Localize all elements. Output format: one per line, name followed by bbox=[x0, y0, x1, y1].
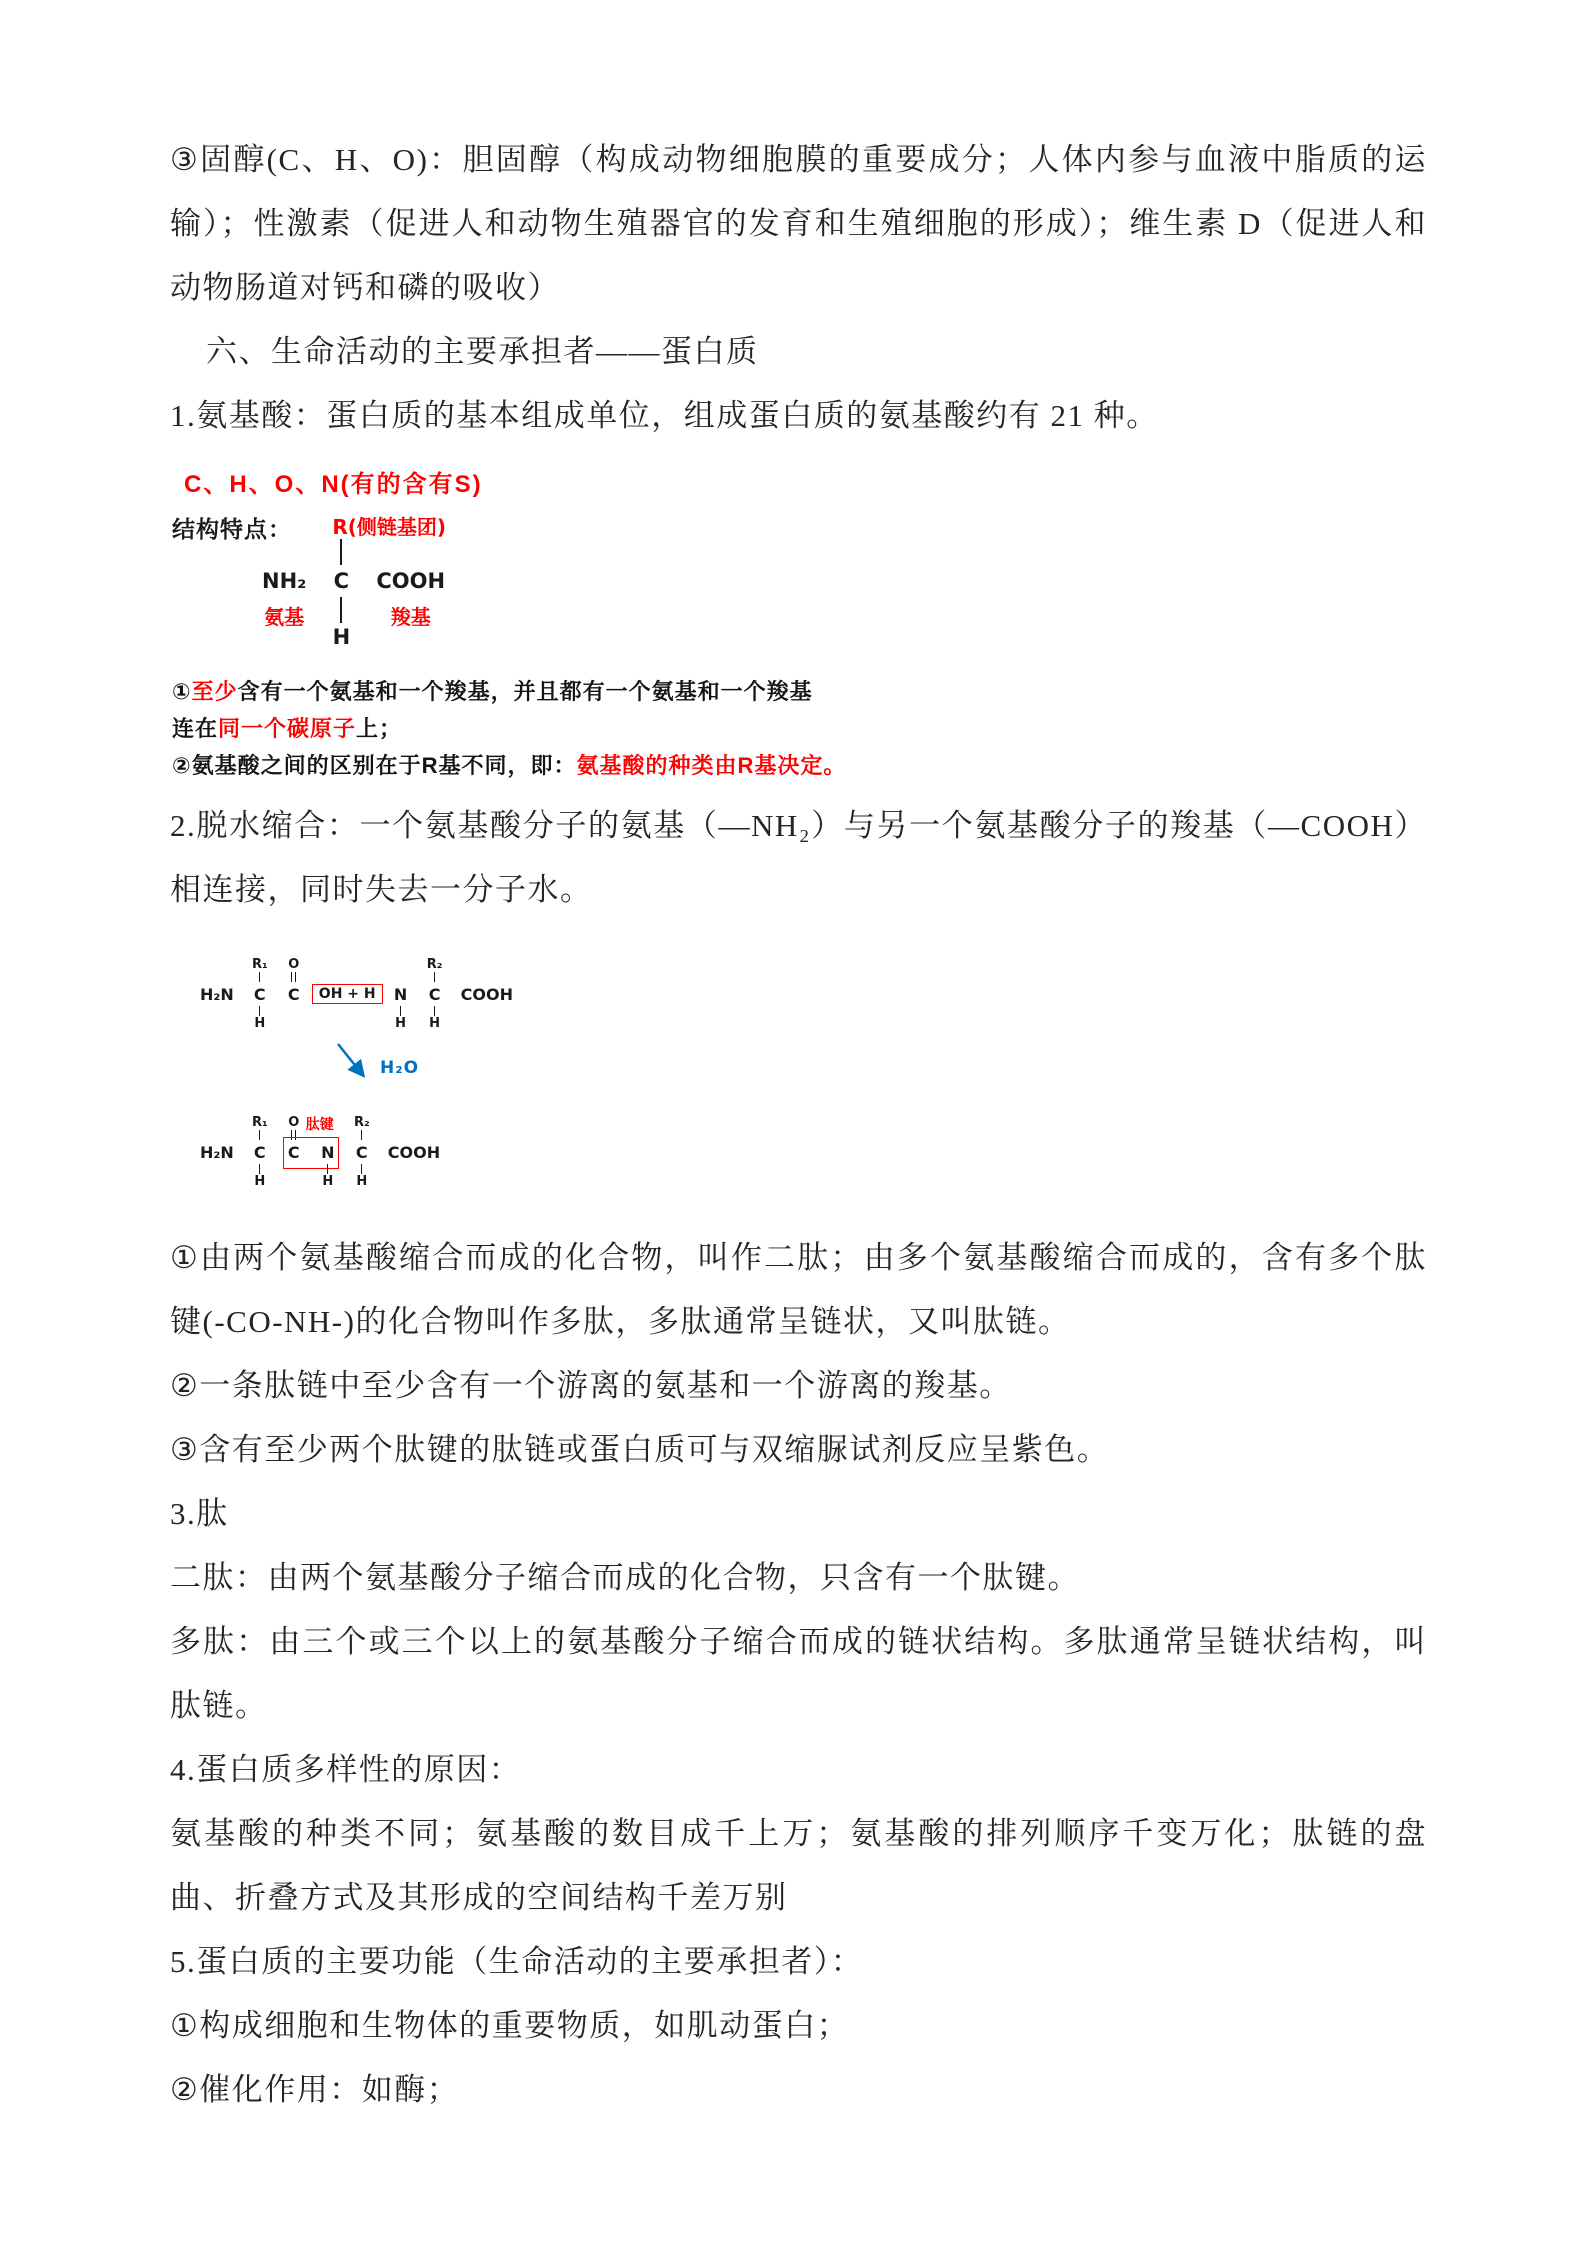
reactant-molecules bbox=[200, 942, 513, 1046]
section-heading-protein: 六、生命活动的主要承担者——蛋白质 bbox=[206, 334, 759, 369]
bond-line bbox=[340, 597, 342, 623]
structure-note-2 bbox=[172, 710, 1427, 747]
carbon-column bbox=[427, 942, 443, 1046]
hydrogen-atom: H bbox=[254, 1016, 266, 1031]
amino-group-column bbox=[200, 1100, 234, 1204]
hydrogen-atom: H bbox=[322, 1174, 334, 1189]
bond bbox=[336, 1100, 354, 1204]
paragraph-polypeptide-definition: 多肽：由三个或三个以上的氨基酸分子缩合而成的链状结构。多肽通常呈链状结构，叫肽链。 bbox=[170, 1624, 1427, 1723]
paragraph-free-groups-point: ②一条肽链中至少含有一个游离的氨基和一个游离的羧基。 bbox=[170, 1368, 1012, 1403]
water-molecule-label: H₂O bbox=[380, 1058, 420, 1078]
r-side-chain-label: R(侧链基团) bbox=[332, 515, 447, 539]
amino-group-column bbox=[200, 942, 234, 1046]
structure-notes bbox=[172, 673, 1427, 784]
hydrogen-atom: H bbox=[356, 1174, 368, 1189]
paragraph-biuret-point: ③含有至少两个肽键的肽链或蛋白质可与双缩脲试剂反应呈紫色。 bbox=[170, 1432, 1110, 1467]
bond bbox=[409, 942, 427, 1046]
paragraph-dehydration: 2.脱水缩合：一个氨基酸分子的氨基（—NH₂）与另一个氨基酸分子的羧基（—COOH）相连接，同时失去一分子水。 bbox=[170, 808, 1427, 907]
paragraph-amino-acid: 1.氨基酸：蛋白质的基本组成单位，组成蛋白质的氨基酸约有 21 种。 bbox=[170, 398, 1159, 433]
note-highlight: 至少 bbox=[191, 679, 238, 704]
oxygen-atom: O bbox=[288, 957, 300, 972]
bond bbox=[234, 942, 252, 1046]
amino-group-label: 氨基 bbox=[264, 605, 305, 629]
bond-line bbox=[340, 539, 342, 565]
bond bbox=[352, 507, 376, 663]
structure-feature-label: 结构特点： bbox=[172, 516, 292, 542]
carbon-column bbox=[252, 942, 268, 1046]
paragraph-dipeptide-definition: 二肽：由两个氨基酸分子缩合而成的化合物，只含有一个肽键。 bbox=[170, 1560, 1080, 1595]
carbonyl-carbon-column bbox=[286, 1100, 302, 1204]
dehydration-condensation-figure bbox=[200, 942, 1427, 1214]
carbon-column bbox=[252, 1100, 268, 1204]
hydrogen-atom: H bbox=[332, 625, 351, 649]
carboxyl-group-column bbox=[388, 1100, 440, 1204]
bond-line bbox=[400, 1006, 401, 1016]
amino-group-formula: NH₂ bbox=[262, 569, 307, 593]
hydrogen-atom: H bbox=[429, 1016, 441, 1031]
bond bbox=[443, 942, 461, 1046]
bond-line bbox=[327, 1164, 328, 1174]
amino-group-formula: H₂N bbox=[200, 984, 234, 1004]
note-highlight: 同一个碳原子 bbox=[218, 716, 357, 741]
bond-line bbox=[259, 1164, 260, 1174]
leaving-group-column bbox=[312, 942, 383, 1046]
bond-line bbox=[434, 1006, 435, 1016]
bond bbox=[383, 942, 393, 1046]
alpha-carbon-atom: C bbox=[333, 569, 350, 593]
note-text: 连在 bbox=[172, 716, 219, 741]
bond-line bbox=[361, 1164, 362, 1174]
carbon-atom: C bbox=[287, 984, 300, 1004]
bond-line bbox=[434, 972, 435, 982]
nitrogen-atom: N bbox=[393, 984, 408, 1004]
heading-protein-functions: 5.蛋白质的主要功能（生命活动的主要承担者）： bbox=[170, 1944, 864, 1979]
bond bbox=[268, 942, 286, 1046]
bond-line bbox=[259, 1130, 260, 1140]
note-text: 含有一个氨基和一个羧基，并且都有一个氨基和一个羧基 bbox=[237, 679, 813, 704]
carboxyl-group-column bbox=[461, 942, 513, 1046]
double-bond-line bbox=[291, 1130, 296, 1140]
carboxyl-group-formula: COOH bbox=[387, 1142, 441, 1162]
heading-protein-diversity: 4.蛋白质多样性的原因： bbox=[170, 1752, 522, 1787]
carboxyl-group-formula: COOH bbox=[376, 569, 446, 593]
carbon-atom: C bbox=[253, 984, 266, 1004]
bond bbox=[370, 1100, 388, 1204]
bond bbox=[302, 942, 312, 1046]
amino-acid-general-structure bbox=[262, 507, 1427, 663]
condensation-arrow-icon bbox=[332, 1042, 386, 1086]
r2-group: R₂ bbox=[426, 957, 443, 972]
hydrogen-atom: H bbox=[254, 1174, 266, 1189]
paragraph-diversity-reasons: 氨基酸的种类不同；氨基酸的数目成千上万；氨基酸的排列顺序千变万化；肽链的盘曲、折叠方式及其形成的空间结构千差万别 bbox=[170, 1816, 1427, 1915]
oxygen-atom: O bbox=[288, 1115, 300, 1130]
r1-group: R₁ bbox=[251, 1115, 268, 1130]
paragraph-dipeptide-point: ①由两个氨基酸缩合而成的化合物，叫作二肽；由多个氨基酸缩合而成的，含有多个肽键(-CO-NH-)的化合物叫作多肽，多肽通常呈链状，又叫肽链。 bbox=[170, 1240, 1427, 1339]
carbon-atom: C bbox=[355, 1142, 368, 1162]
structure-note-3 bbox=[172, 747, 1427, 784]
amino-group-formula: H₂N bbox=[200, 1142, 234, 1162]
note-highlight: 氨基酸的种类由R基决定。 bbox=[576, 753, 847, 778]
bond bbox=[234, 1100, 252, 1204]
peptide-bond-group bbox=[286, 1100, 336, 1204]
carboxyl-group-formula: COOH bbox=[460, 984, 513, 1004]
amino-group-column bbox=[262, 507, 306, 663]
paragraph-sterol: ③固醇(C、H、O)：胆固醇（构成动物细胞膜的重要成分；人体内参与血液中脂质的运输）；性激素（促进人和动物生殖器官的发育和生殖细胞的形成）；维生素 D（促进人和动物肠道对钙和磷的吸收） bbox=[170, 142, 1427, 305]
carbon-atom: C bbox=[428, 984, 441, 1004]
structure-note-1 bbox=[172, 673, 1427, 710]
carbon-atom: C bbox=[287, 1142, 300, 1162]
paragraph-function-structure: ①构成细胞和生物体的重要物质，如肌动蛋白； bbox=[170, 2008, 850, 2043]
bond-line bbox=[361, 1130, 362, 1140]
bond-line bbox=[259, 1006, 260, 1016]
note-text: 上； bbox=[356, 716, 403, 741]
note-number: ① bbox=[172, 679, 192, 704]
carbon-column bbox=[354, 1100, 370, 1204]
heading-peptide: 3.肽 bbox=[170, 1496, 229, 1531]
leaving-group-box: OH + H bbox=[312, 984, 383, 1004]
product-molecule bbox=[200, 1100, 440, 1204]
bond bbox=[306, 507, 330, 663]
carboxyl-group-column bbox=[376, 507, 445, 663]
paragraph-function-catalysis: ②催化作用：如酶； bbox=[170, 2072, 460, 2107]
r1-group: R₁ bbox=[251, 957, 268, 972]
carboxyl-group-label: 羧基 bbox=[390, 605, 431, 629]
hydrogen-atom: H bbox=[395, 1016, 407, 1031]
amino-acid-structure-figure bbox=[170, 507, 1427, 784]
note-text: ②氨基酸之间的区别在于R基不同，即： bbox=[172, 753, 577, 778]
nitrogen-atom: N bbox=[321, 1142, 335, 1162]
peptide-bond-label: 肽键 bbox=[305, 1117, 334, 1133]
elements-composition-note: C、H、O、N(有的含有S) bbox=[184, 471, 483, 498]
bond bbox=[268, 1100, 286, 1204]
r2-group: R₂ bbox=[353, 1115, 370, 1130]
nitrogen-column bbox=[393, 942, 409, 1046]
bond-line bbox=[259, 972, 260, 982]
carbon-atom: C bbox=[253, 1142, 266, 1162]
double-bond-line bbox=[291, 972, 296, 982]
carbonyl-carbon-column bbox=[286, 942, 302, 1046]
